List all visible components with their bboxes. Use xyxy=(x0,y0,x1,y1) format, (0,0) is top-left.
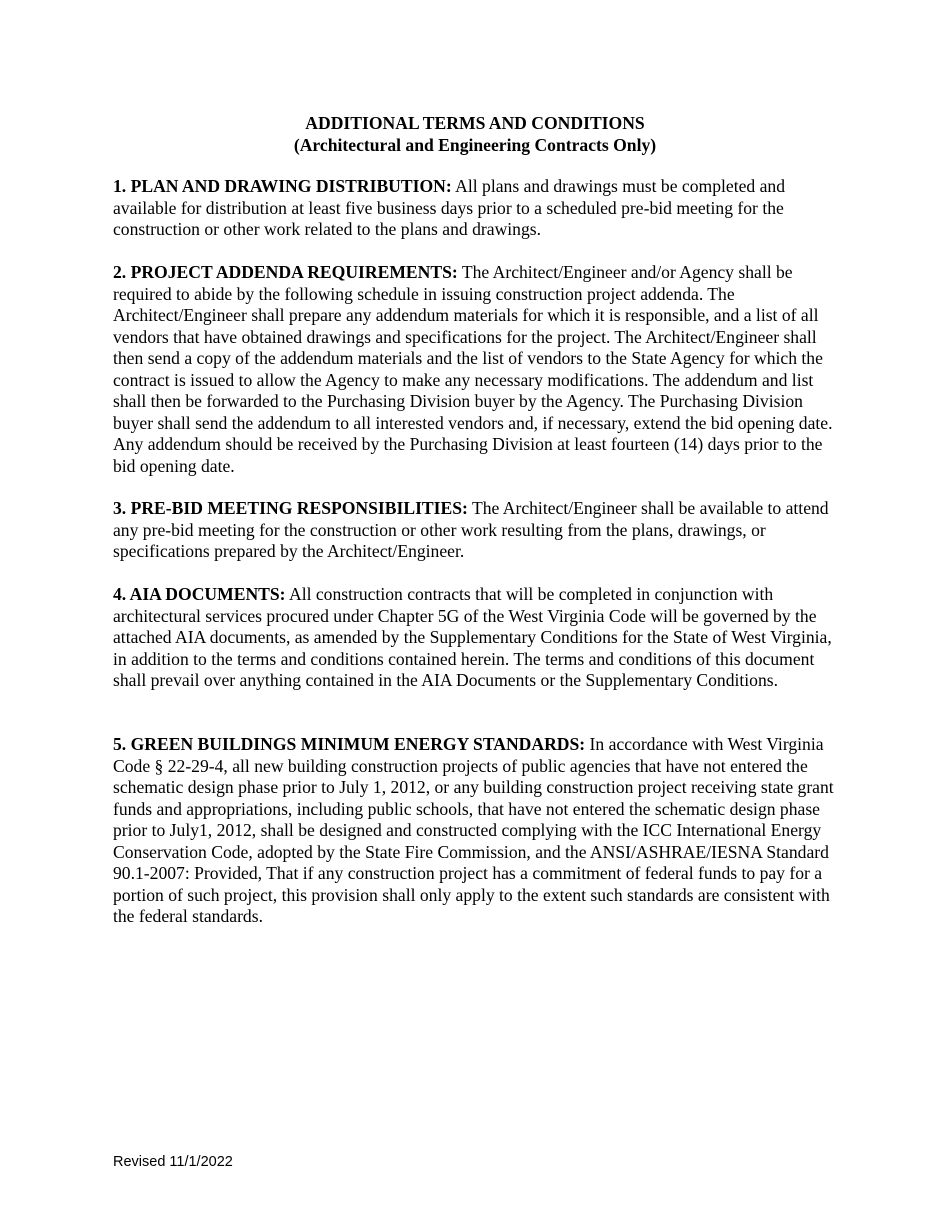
section-heading: 1. PLAN AND DRAWING DISTRIBUTION: xyxy=(113,176,452,196)
section-body: The Architect/Engineer and/or Agency shall be required to abide by the following schedule in issuing construction project addenda. The Architect/Engineer shall prepare any addendum materials for which it is responsible, and a list of all vendors that have obtained drawings and specifications for the project. The Architect/Engineer shall then send a copy of the addendum materials and the list of vendors to the State Agency for which the contract is issued to allow the Agency to make any necessary modifications. The addendum and list shall then be forwarded to the Purchasing Division buyer by the Agency. The Purchasing Division buyer shall send the addendum to all interested vendors and, if necessary, extend the bid opening date. Any addendum should be received by the Purchasing Division at least fourteen (14) days prior to the bid opening date. xyxy=(113,262,833,476)
section-green-buildings-energy-standards xyxy=(113,734,841,928)
section-body: All plans and drawings must be completed and available for distribution at least five business days prior to a scheduled pre-bid meeting for the construction or other work related to the plans and drawings. xyxy=(113,176,785,239)
title-block xyxy=(0,113,950,156)
section-pre-bid-meeting xyxy=(113,498,841,563)
section-heading: 5. GREEN BUILDINGS MINIMUM ENERGY STANDARDS: xyxy=(113,734,586,754)
revision-footer: Revised 11/1/2022 xyxy=(113,1154,233,1170)
section-body: The Architect/Engineer shall be available to attend any pre-bid meeting for the construction or other work resulting from the plans, drawings, or specifications prepared by the Architect/Engineer. xyxy=(113,498,829,561)
section-body: All construction contracts that will be completed in conjunction with architectural services procured under Chapter 5G of the West Virginia Code will be governed by the attached AIA documents, as amended by the Supplementary Conditions for the State of West Virginia, in addition to the terms and conditions contained herein. The terms and conditions of this document shall prevail over anything contained in the AIA Documents or the Supplementary Conditions. xyxy=(113,584,832,690)
section-plan-drawing-distribution xyxy=(113,176,841,241)
document-title: ADDITIONAL TERMS AND CONDITIONS xyxy=(305,113,645,133)
section-aia-documents xyxy=(113,584,841,692)
section-project-addenda-requirements xyxy=(113,262,841,477)
section-heading: 3. PRE-BID MEETING RESPONSIBILITIES: xyxy=(113,498,468,518)
section-heading: 4. AIA DOCUMENTS: xyxy=(113,584,286,604)
section-body: In accordance with West Virginia Code § 22-29-4, all new building construction projects of public agencies that have not entered the schematic design phase prior to July 1, 2012, or any building construction project receiving state grant funds and appropriations, including public schools, that have not entered the schematic design phase prior to July1, 2012, shall be designed and constructed complying with the ICC International Energy Conservation Code, adopted by the State Fire Commission, and the ANSI/ASHRAE/IESNA Standard 90.1-2007: Provided, That if any construction project has a commitment of federal funds to pay for a portion of such project, this provision shall only apply to the extent such standards are consistent with the federal standards. xyxy=(113,734,834,926)
document-subtitle: (Architectural and Engineering Contracts Only) xyxy=(293,134,657,155)
section-heading: 2. PROJECT ADDENDA REQUIREMENTS: xyxy=(113,262,458,282)
